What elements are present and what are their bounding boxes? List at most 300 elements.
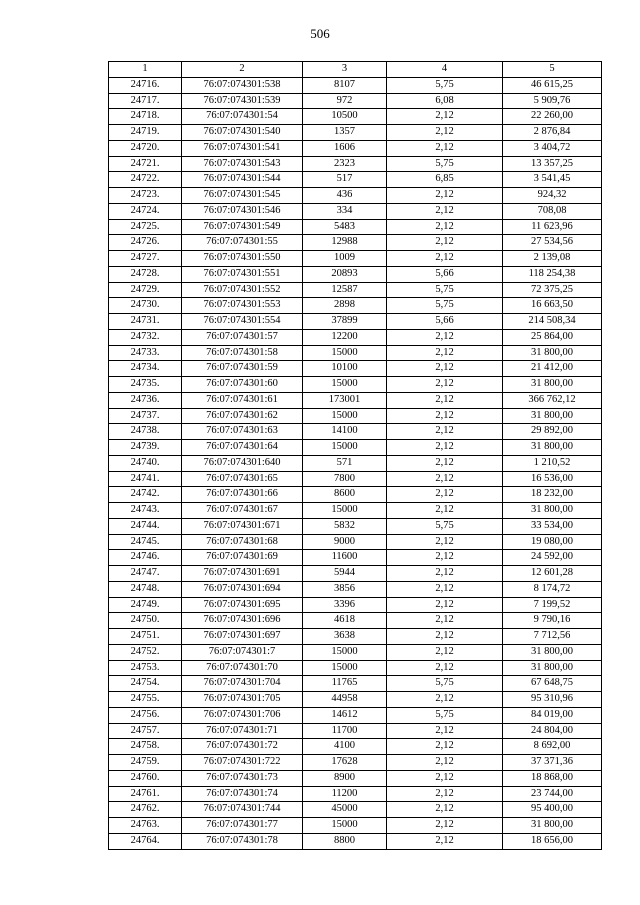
cadastral-number-cell: 76:07:074301:671: [182, 518, 303, 534]
row-number-cell: 24741.: [109, 471, 182, 487]
table-row: [109, 109, 602, 125]
cadastral-number-cell: 76:07:074301:60: [182, 377, 303, 393]
area-cell: 15000: [303, 345, 387, 361]
table-row: [109, 329, 602, 345]
rate-cell: 2,12: [387, 755, 503, 771]
row-number-cell: 24725.: [109, 219, 182, 235]
row-number-cell: 24756.: [109, 707, 182, 723]
row-number-cell: 24745.: [109, 534, 182, 550]
amount-cell: 3 404,72: [503, 140, 602, 156]
table-row: [109, 566, 602, 582]
amount-cell: 118 254,38: [503, 266, 602, 282]
rate-cell: 2,12: [387, 503, 503, 519]
area-cell: 15000: [303, 440, 387, 456]
cadastral-number-cell: 76:07:074301:65: [182, 471, 303, 487]
area-cell: 8107: [303, 77, 387, 93]
row-number-cell: 24720.: [109, 140, 182, 156]
amount-cell: 72 375,25: [503, 282, 602, 298]
table-row: [109, 455, 602, 471]
area-cell: 11700: [303, 723, 387, 739]
area-cell: 15000: [303, 408, 387, 424]
area-cell: 17628: [303, 755, 387, 771]
table-row: [109, 235, 602, 251]
table-row: [109, 613, 602, 629]
table-row: [109, 408, 602, 424]
area-cell: 45000: [303, 802, 387, 818]
amount-cell: 2 876,84: [503, 125, 602, 141]
table-row: [109, 361, 602, 377]
row-number-cell: 24744.: [109, 518, 182, 534]
cadastral-number-cell: 76:07:074301:551: [182, 266, 303, 282]
cadastral-number-cell: 76:07:074301:72: [182, 739, 303, 755]
row-number-cell: 24760.: [109, 770, 182, 786]
rate-cell: 2,12: [387, 455, 503, 471]
cadastral-number-cell: 76:07:074301:552: [182, 282, 303, 298]
amount-cell: 18 868,00: [503, 770, 602, 786]
row-number-cell: 24718.: [109, 109, 182, 125]
cadastral-number-cell: 76:07:074301:67: [182, 503, 303, 519]
rate-cell: 2,12: [387, 109, 503, 125]
row-number-cell: 24764.: [109, 833, 182, 849]
row-number-cell: 24724.: [109, 203, 182, 219]
row-number-cell: 24726.: [109, 235, 182, 251]
rate-cell: 2,12: [387, 219, 503, 235]
rate-cell: 2,12: [387, 361, 503, 377]
cadastral-number-cell: 76:07:074301:697: [182, 629, 303, 645]
rate-cell: 2,12: [387, 739, 503, 755]
area-cell: 173001: [303, 392, 387, 408]
column-header: 5: [503, 62, 602, 78]
rate-cell: 2,12: [387, 660, 503, 676]
cadastral-number-cell: 76:07:074301:69: [182, 550, 303, 566]
rate-cell: 2,12: [387, 235, 503, 251]
row-number-cell: 24727.: [109, 251, 182, 267]
row-number-cell: 24743.: [109, 503, 182, 519]
amount-cell: 31 800,00: [503, 345, 602, 361]
cadastral-number-cell: 76:07:074301:544: [182, 172, 303, 188]
area-cell: 14612: [303, 707, 387, 723]
cadastral-number-cell: 76:07:074301:541: [182, 140, 303, 156]
cadastral-number-cell: 76:07:074301:545: [182, 188, 303, 204]
rate-cell: 5,66: [387, 266, 503, 282]
table-row: [109, 581, 602, 597]
area-cell: 11765: [303, 676, 387, 692]
table-row: [109, 345, 602, 361]
rate-cell: 2,12: [387, 770, 503, 786]
area-cell: 20893: [303, 266, 387, 282]
row-number-cell: 24740.: [109, 455, 182, 471]
amount-cell: 11 623,96: [503, 219, 602, 235]
area-cell: 4100: [303, 739, 387, 755]
row-number-cell: 24763.: [109, 818, 182, 834]
amount-cell: 46 615,25: [503, 77, 602, 93]
area-cell: 8900: [303, 770, 387, 786]
amount-cell: 31 800,00: [503, 503, 602, 519]
cadastral-number-cell: 76:07:074301:77: [182, 818, 303, 834]
row-number-cell: 24751.: [109, 629, 182, 645]
table-row: [109, 534, 602, 550]
area-cell: 44958: [303, 692, 387, 708]
rate-cell: 5,75: [387, 676, 503, 692]
area-cell: 11200: [303, 786, 387, 802]
row-number-cell: 24758.: [109, 739, 182, 755]
area-cell: 334: [303, 203, 387, 219]
amount-cell: 31 800,00: [503, 644, 602, 660]
table-row: [109, 739, 602, 755]
table-row: [109, 550, 602, 566]
cadastral-number-cell: 76:07:074301:7: [182, 644, 303, 660]
area-cell: 7800: [303, 471, 387, 487]
column-header: 4: [387, 62, 503, 78]
amount-cell: 2 139,08: [503, 251, 602, 267]
rate-cell: 2,12: [387, 440, 503, 456]
table-row: [109, 755, 602, 771]
area-cell: 15000: [303, 503, 387, 519]
row-number-cell: 24752.: [109, 644, 182, 660]
rate-cell: 2,12: [387, 644, 503, 660]
cadastral-number-cell: 76:07:074301:62: [182, 408, 303, 424]
row-number-cell: 24742.: [109, 487, 182, 503]
rate-cell: 2,12: [387, 566, 503, 582]
amount-cell: 924,32: [503, 188, 602, 204]
row-number-cell: 24729.: [109, 282, 182, 298]
amount-cell: 16 536,00: [503, 471, 602, 487]
amount-cell: 95 310,96: [503, 692, 602, 708]
amount-cell: 24 592,00: [503, 550, 602, 566]
cadastral-number-cell: 76:07:074301:696: [182, 613, 303, 629]
rate-cell: 2,12: [387, 345, 503, 361]
area-cell: 15000: [303, 377, 387, 393]
row-number-cell: 24762.: [109, 802, 182, 818]
table-row: [109, 503, 602, 519]
column-header: 3: [303, 62, 387, 78]
area-cell: 37899: [303, 314, 387, 330]
rate-cell: 2,12: [387, 203, 503, 219]
amount-cell: 5 909,76: [503, 93, 602, 109]
table-row: [109, 644, 602, 660]
cadastral-number-cell: 76:07:074301:554: [182, 314, 303, 330]
amount-cell: 18 656,00: [503, 833, 602, 849]
amount-cell: 27 534,56: [503, 235, 602, 251]
table-row: [109, 818, 602, 834]
row-number-cell: 24757.: [109, 723, 182, 739]
amount-cell: 22 260,00: [503, 109, 602, 125]
table-row: [109, 424, 602, 440]
cadastral-number-cell: 76:07:074301:704: [182, 676, 303, 692]
amount-cell: 708,08: [503, 203, 602, 219]
area-cell: 5483: [303, 219, 387, 235]
amount-cell: 31 800,00: [503, 660, 602, 676]
cadastral-number-cell: 76:07:074301:691: [182, 566, 303, 582]
rate-cell: 2,12: [387, 408, 503, 424]
cadastral-number-cell: 76:07:074301:540: [182, 125, 303, 141]
rate-cell: 2,12: [387, 487, 503, 503]
table-row: [109, 833, 602, 849]
area-cell: 5832: [303, 518, 387, 534]
cadastral-number-cell: 76:07:074301:705: [182, 692, 303, 708]
rate-cell: 2,12: [387, 392, 503, 408]
table-row: [109, 392, 602, 408]
rate-cell: 2,12: [387, 723, 503, 739]
cadastral-number-cell: 76:07:074301:57: [182, 329, 303, 345]
table-row: [109, 298, 602, 314]
column-header: 1: [109, 62, 182, 78]
area-cell: 15000: [303, 818, 387, 834]
row-number-cell: 24719.: [109, 125, 182, 141]
table-body: [109, 77, 602, 849]
cadastral-number-cell: 76:07:074301:695: [182, 597, 303, 613]
cadastral-number-cell: 76:07:074301:61: [182, 392, 303, 408]
cadastral-number-cell: 76:07:074301:706: [182, 707, 303, 723]
table-row: [109, 282, 602, 298]
cadastral-number-cell: 76:07:074301:722: [182, 755, 303, 771]
cadastral-number-cell: 76:07:074301:550: [182, 251, 303, 267]
area-cell: 14100: [303, 424, 387, 440]
area-cell: 8600: [303, 487, 387, 503]
rate-cell: 2,12: [387, 329, 503, 345]
table-row: [109, 266, 602, 282]
rate-cell: 2,12: [387, 188, 503, 204]
rate-cell: 2,12: [387, 818, 503, 834]
cadastral-number-cell: 76:07:074301:59: [182, 361, 303, 377]
rate-cell: 2,12: [387, 833, 503, 849]
area-cell: 972: [303, 93, 387, 109]
table-row: [109, 377, 602, 393]
table-row: [109, 219, 602, 235]
row-number-cell: 24754.: [109, 676, 182, 692]
rate-cell: 2,12: [387, 125, 503, 141]
row-number-cell: 24753.: [109, 660, 182, 676]
cadastral-number-cell: 76:07:074301:73: [182, 770, 303, 786]
area-cell: 2323: [303, 156, 387, 172]
amount-cell: 23 744,00: [503, 786, 602, 802]
cadastral-number-cell: 76:07:074301:71: [182, 723, 303, 739]
amount-cell: 8 174,72: [503, 581, 602, 597]
row-number-cell: 24736.: [109, 392, 182, 408]
area-cell: 436: [303, 188, 387, 204]
amount-cell: 7 199,52: [503, 597, 602, 613]
amount-cell: 24 804,00: [503, 723, 602, 739]
area-cell: 517: [303, 172, 387, 188]
row-number-cell: 24734.: [109, 361, 182, 377]
row-number-cell: 24733.: [109, 345, 182, 361]
table-row: [109, 77, 602, 93]
amount-cell: 67 648,75: [503, 676, 602, 692]
area-cell: 3638: [303, 629, 387, 645]
amount-cell: 3 541,45: [503, 172, 602, 188]
table-row: [109, 487, 602, 503]
table-header: [109, 62, 602, 78]
amount-cell: 33 534,00: [503, 518, 602, 534]
page-number: 506: [310, 26, 330, 41]
rate-cell: 5,75: [387, 298, 503, 314]
area-cell: 12200: [303, 329, 387, 345]
amount-cell: 25 864,00: [503, 329, 602, 345]
cadastral-number-cell: 76:07:074301:68: [182, 534, 303, 550]
cadastral-number-cell: 76:07:074301:64: [182, 440, 303, 456]
table-row: [109, 125, 602, 141]
data-table: [108, 61, 602, 850]
area-cell: 10500: [303, 109, 387, 125]
table-row: [109, 188, 602, 204]
area-cell: 3856: [303, 581, 387, 597]
rate-cell: 2,12: [387, 692, 503, 708]
rate-cell: 2,12: [387, 629, 503, 645]
row-number-cell: 24721.: [109, 156, 182, 172]
area-cell: 11600: [303, 550, 387, 566]
rate-cell: 2,12: [387, 471, 503, 487]
table-row: [109, 93, 602, 109]
row-number-cell: 24761.: [109, 786, 182, 802]
rate-cell: 2,12: [387, 424, 503, 440]
header-row: [109, 62, 602, 78]
table-row: [109, 786, 602, 802]
cadastral-number-cell: 76:07:074301:553: [182, 298, 303, 314]
rate-cell: 5,75: [387, 707, 503, 723]
rate-cell: 5,75: [387, 156, 503, 172]
amount-cell: 16 663,50: [503, 298, 602, 314]
table-row: [109, 518, 602, 534]
area-cell: 1606: [303, 140, 387, 156]
rate-cell: 2,12: [387, 613, 503, 629]
amount-cell: 1 210,52: [503, 455, 602, 471]
area-cell: 8800: [303, 833, 387, 849]
cadastral-number-cell: 76:07:074301:694: [182, 581, 303, 597]
area-cell: 1009: [303, 251, 387, 267]
table-row: [109, 707, 602, 723]
rate-cell: 2,12: [387, 597, 503, 613]
table-row: [109, 597, 602, 613]
table-row: [109, 676, 602, 692]
amount-cell: 21 412,00: [503, 361, 602, 377]
amount-cell: 31 800,00: [503, 440, 602, 456]
amount-cell: 9 790,16: [503, 613, 602, 629]
area-cell: 12988: [303, 235, 387, 251]
table-row: [109, 802, 602, 818]
rate-cell: 2,12: [387, 550, 503, 566]
table-row: [109, 251, 602, 267]
area-cell: 9000: [303, 534, 387, 550]
rate-cell: 2,12: [387, 251, 503, 267]
cadastral-number-cell: 76:07:074301:640: [182, 455, 303, 471]
area-cell: 5944: [303, 566, 387, 582]
table-row: [109, 471, 602, 487]
amount-cell: 19 080,00: [503, 534, 602, 550]
rate-cell: 5,75: [387, 282, 503, 298]
cadastral-number-cell: 76:07:074301:63: [182, 424, 303, 440]
row-number-cell: 24735.: [109, 377, 182, 393]
cadastral-number-cell: 76:07:074301:744: [182, 802, 303, 818]
row-number-cell: 24749.: [109, 597, 182, 613]
rate-cell: 6,08: [387, 93, 503, 109]
row-number-cell: 24716.: [109, 77, 182, 93]
row-number-cell: 24732.: [109, 329, 182, 345]
row-number-cell: 24737.: [109, 408, 182, 424]
cadastral-number-cell: 76:07:074301:539: [182, 93, 303, 109]
table-row: [109, 770, 602, 786]
table-row: [109, 314, 602, 330]
area-cell: 1357: [303, 125, 387, 141]
cadastral-number-cell: 76:07:074301:538: [182, 77, 303, 93]
cadastral-number-cell: 76:07:074301:543: [182, 156, 303, 172]
area-cell: 571: [303, 455, 387, 471]
row-number-cell: 24728.: [109, 266, 182, 282]
area-cell: 15000: [303, 660, 387, 676]
table-row: [109, 692, 602, 708]
area-cell: 3396: [303, 597, 387, 613]
row-number-cell: 24717.: [109, 93, 182, 109]
amount-cell: 31 800,00: [503, 377, 602, 393]
amount-cell: 13 357,25: [503, 156, 602, 172]
table-row: [109, 172, 602, 188]
amount-cell: 95 400,00: [503, 802, 602, 818]
cadastral-number-cell: 76:07:074301:58: [182, 345, 303, 361]
cadastral-number-cell: 76:07:074301:546: [182, 203, 303, 219]
amount-cell: 366 762,12: [503, 392, 602, 408]
row-number-cell: 24739.: [109, 440, 182, 456]
cadastral-number-cell: 76:07:074301:78: [182, 833, 303, 849]
row-number-cell: 24746.: [109, 550, 182, 566]
row-number-cell: 24730.: [109, 298, 182, 314]
amount-cell: 7 712,56: [503, 629, 602, 645]
table-row: [109, 203, 602, 219]
table-row: [109, 140, 602, 156]
rate-cell: 6,85: [387, 172, 503, 188]
cadastral-number-cell: 76:07:074301:66: [182, 487, 303, 503]
rate-cell: 2,12: [387, 786, 503, 802]
table-row: [109, 723, 602, 739]
area-cell: 15000: [303, 644, 387, 660]
table-row: [109, 629, 602, 645]
column-header: 2: [182, 62, 303, 78]
amount-cell: 31 800,00: [503, 408, 602, 424]
rate-cell: 2,12: [387, 802, 503, 818]
row-number-cell: 24750.: [109, 613, 182, 629]
table-row: [109, 660, 602, 676]
amount-cell: 18 232,00: [503, 487, 602, 503]
rate-cell: 5,75: [387, 77, 503, 93]
row-number-cell: 24759.: [109, 755, 182, 771]
row-number-cell: 24723.: [109, 188, 182, 204]
rate-cell: 2,12: [387, 140, 503, 156]
row-number-cell: 24738.: [109, 424, 182, 440]
cadastral-number-cell: 76:07:074301:54: [182, 109, 303, 125]
cadastral-number-cell: 76:07:074301:74: [182, 786, 303, 802]
table-row: [109, 440, 602, 456]
rate-cell: 5,75: [387, 518, 503, 534]
cadastral-number-cell: 76:07:074301:55: [182, 235, 303, 251]
rate-cell: 2,12: [387, 534, 503, 550]
amount-cell: 31 800,00: [503, 818, 602, 834]
amount-cell: 214 508,34: [503, 314, 602, 330]
row-number-cell: 24747.: [109, 566, 182, 582]
row-number-cell: 24722.: [109, 172, 182, 188]
area-cell: 4618: [303, 613, 387, 629]
row-number-cell: 24731.: [109, 314, 182, 330]
rate-cell: 2,12: [387, 581, 503, 597]
rate-cell: 2,12: [387, 377, 503, 393]
amount-cell: 8 692,00: [503, 739, 602, 755]
amount-cell: 12 601,28: [503, 566, 602, 582]
amount-cell: 84 019,00: [503, 707, 602, 723]
area-cell: 12587: [303, 282, 387, 298]
row-number-cell: 24748.: [109, 581, 182, 597]
table-row: [109, 156, 602, 172]
row-number-cell: 24755.: [109, 692, 182, 708]
cadastral-number-cell: 76:07:074301:70: [182, 660, 303, 676]
area-cell: 2898: [303, 298, 387, 314]
amount-cell: 29 892,00: [503, 424, 602, 440]
